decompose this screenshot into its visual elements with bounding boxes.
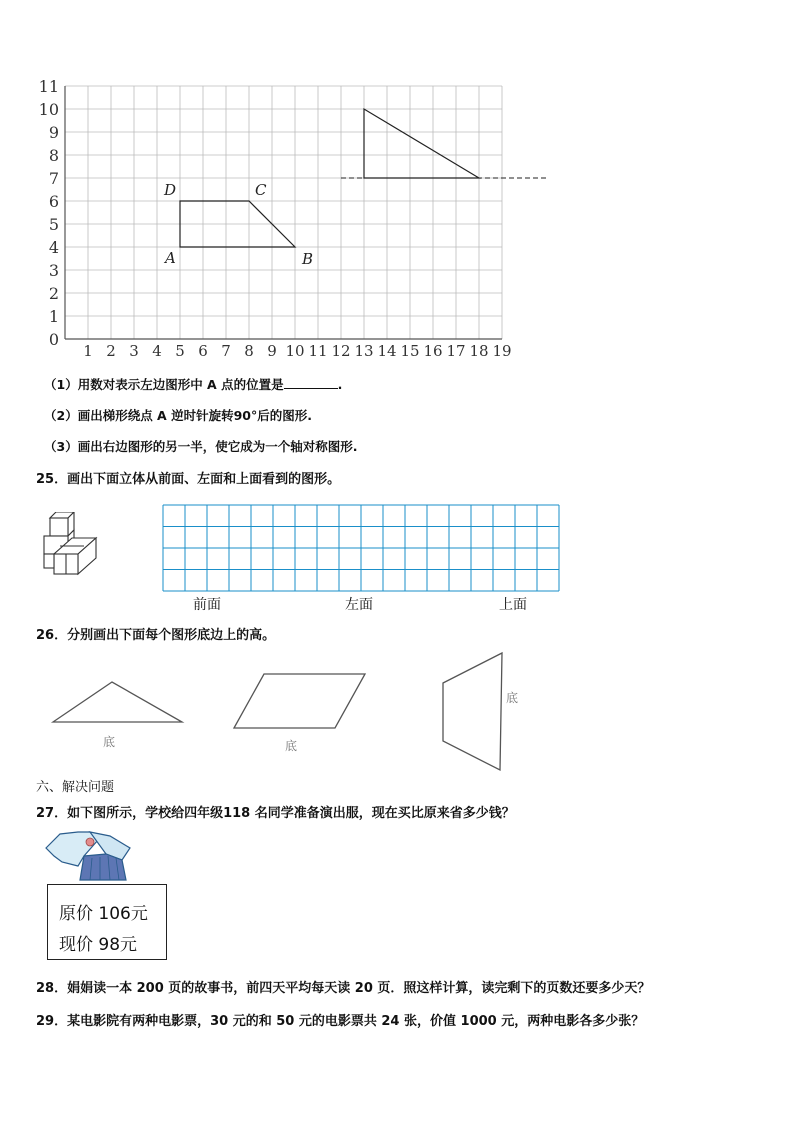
x-tick-label: 19 bbox=[492, 342, 512, 360]
question-26: 26．分别画出下面每个图形底边上的高。 bbox=[36, 628, 276, 643]
coordinate-grid bbox=[30, 76, 560, 366]
x-tick-label: 17 bbox=[446, 342, 466, 360]
vertex-label-b: B bbox=[302, 250, 314, 268]
x-tick-label: 16 bbox=[423, 342, 443, 360]
x-tick-label: 8 bbox=[244, 342, 254, 360]
question-28: 28．娟娟读一本 200 页的故事书，前四天平均每天读 20 页．照这样计算，读完剩下的页数还要多少天？ bbox=[36, 981, 651, 996]
x-tick-label: 12 bbox=[331, 342, 351, 360]
answer-grid-q25[interactable] bbox=[162, 504, 560, 592]
x-tick-label: 11 bbox=[308, 342, 328, 360]
trapezoid-shape bbox=[443, 653, 502, 770]
section-6-title: 六、解决问题 bbox=[36, 780, 115, 795]
x-tick-label: 10 bbox=[285, 342, 305, 360]
base-label-parallelogram: 底 bbox=[285, 739, 298, 753]
label-top-view: 上面 bbox=[499, 597, 527, 613]
y-tick-label: 5 bbox=[48, 215, 59, 234]
x-tick-label: 3 bbox=[129, 342, 139, 360]
label-left-view: 左面 bbox=[345, 597, 373, 613]
question-29: 29．某电影院有两种电影票，30 元的和 50 元的电影票共 24 张，价值 1000 元，两种电影各多少张？ bbox=[36, 1014, 645, 1029]
uniform-icon bbox=[44, 826, 136, 884]
x-tick-label: 14 bbox=[377, 342, 397, 360]
q24-sub2: （2）画出梯形绕点 A 逆时针旋转90°后的图形. bbox=[44, 408, 312, 423]
y-tick-label: 0 bbox=[48, 330, 59, 349]
x-tick-label: 13 bbox=[354, 342, 374, 360]
q24-sub3: （3）画出右边图形的另一半，使它成为一个轴对称图形. bbox=[44, 439, 358, 454]
x-tick-label: 5 bbox=[175, 342, 185, 360]
cube-stack-figure bbox=[40, 512, 104, 584]
current-price: 现价 98元 bbox=[59, 935, 138, 955]
y-tick-label: 1 bbox=[48, 307, 59, 326]
base-label-trapezoid: 底 bbox=[506, 691, 519, 705]
right-triangle-half bbox=[364, 109, 479, 178]
price-box bbox=[47, 884, 167, 960]
shapes-q26 bbox=[40, 645, 560, 775]
y-tick-label: 7 bbox=[48, 169, 59, 188]
y-tick-label: 2 bbox=[48, 284, 59, 303]
y-tick-label: 9 bbox=[48, 123, 59, 142]
question-25: 25．画出下面立体从前面、左面和上面看到的图形。 bbox=[36, 472, 341, 487]
x-tick-label: 7 bbox=[221, 342, 231, 360]
parallelogram-shape bbox=[234, 674, 365, 728]
vertex-label-a: A bbox=[165, 249, 176, 267]
q24-sub1-end: . bbox=[337, 377, 343, 392]
y-tick-label: 3 bbox=[48, 261, 59, 280]
answer-blank[interactable] bbox=[284, 376, 338, 389]
vertex-label-d: D bbox=[164, 181, 177, 199]
vertex-label-c: C bbox=[255, 181, 267, 199]
y-tick-label: 8 bbox=[48, 146, 59, 165]
x-tick-label: 15 bbox=[400, 342, 420, 360]
q24-sub1-text: （1）用数对表示左边图形中 A 点的位置是 bbox=[44, 377, 284, 392]
y-tick-label: 10 bbox=[38, 100, 59, 119]
x-tick-label: 6 bbox=[198, 342, 208, 360]
x-tick-label: 9 bbox=[267, 342, 277, 360]
y-tick-label: 4 bbox=[48, 238, 59, 257]
original-price: 原价 106元 bbox=[59, 904, 148, 924]
x-tick-label: 18 bbox=[469, 342, 489, 360]
triangle-shape bbox=[53, 682, 182, 722]
x-tick-label: 4 bbox=[152, 342, 162, 360]
x-tick-label: 1 bbox=[83, 342, 93, 360]
q24-sub1 bbox=[44, 375, 342, 393]
y-tick-label: 6 bbox=[48, 192, 59, 211]
base-label-triangle: 底 bbox=[103, 735, 116, 749]
y-tick-label: 11 bbox=[38, 77, 59, 96]
question-27: 27．如下图所示，学校给四年级118 名同学准备演出服，现在买比原来省多少钱？ bbox=[36, 806, 515, 821]
label-front-view: 前面 bbox=[193, 597, 221, 613]
x-tick-label: 2 bbox=[106, 342, 116, 360]
